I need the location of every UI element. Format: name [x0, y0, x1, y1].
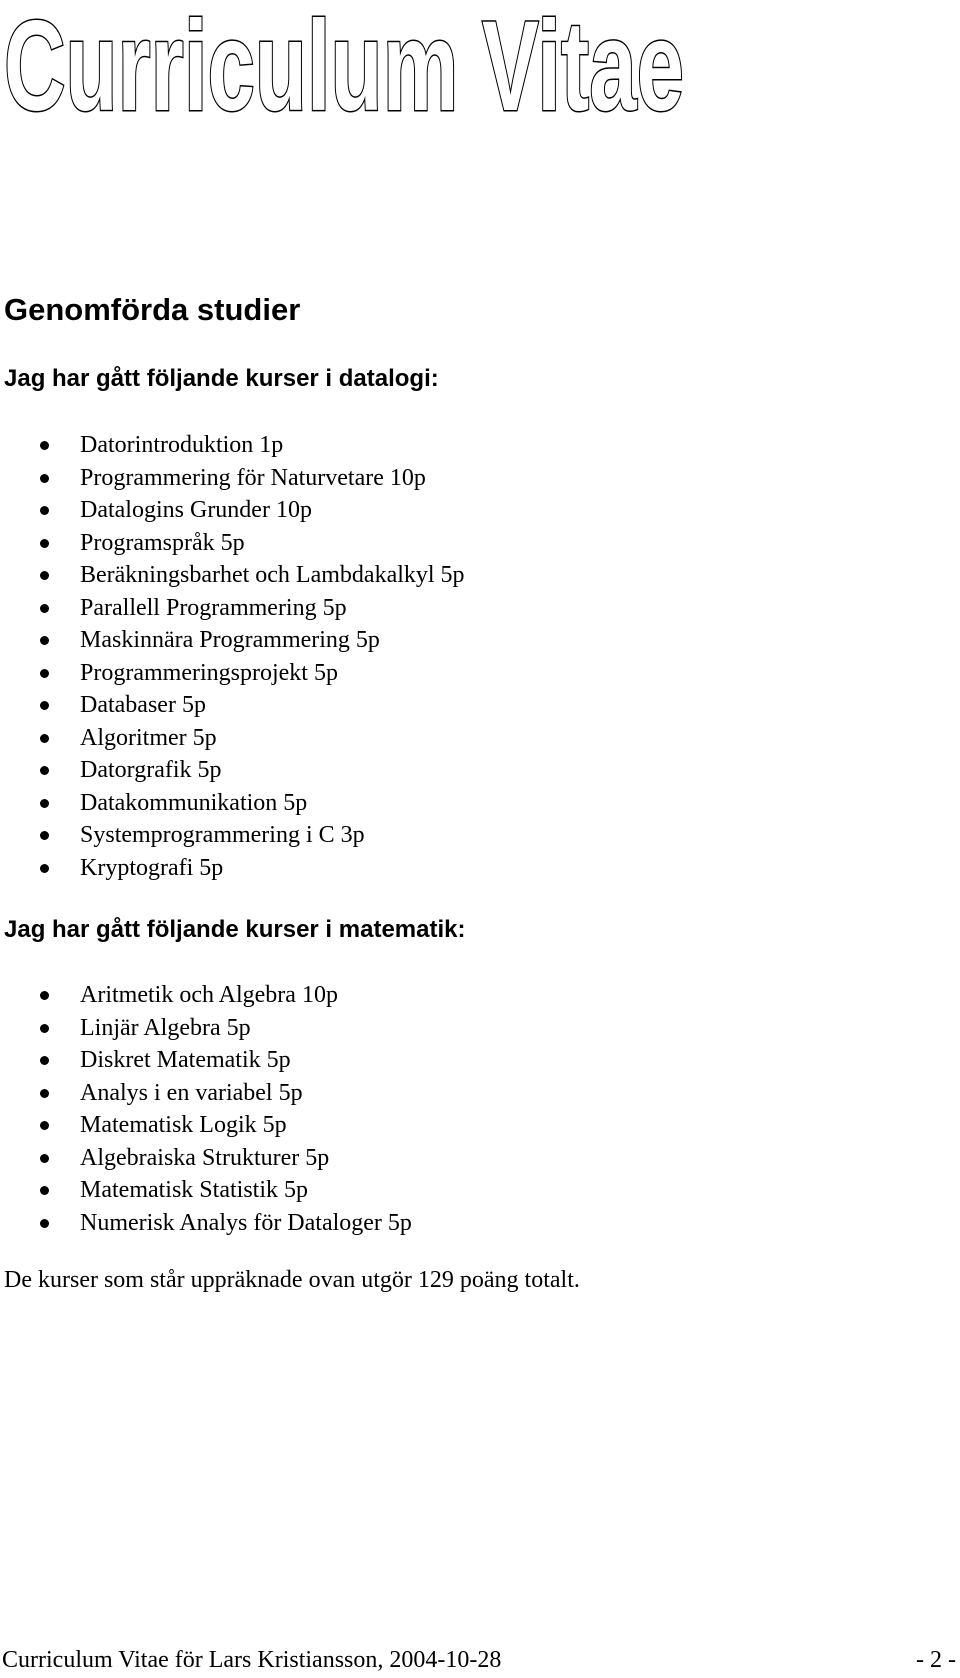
- matematik-course-list: [0, 979, 412, 1239]
- bullet-icon: [40, 441, 49, 450]
- list-item: [0, 559, 465, 592]
- list-item: [0, 1207, 412, 1240]
- bullet-icon: [40, 669, 49, 678]
- bullet-icon: [40, 1024, 49, 1033]
- course-name: Datorgrafik 5p: [80, 757, 222, 783]
- list-item: [0, 494, 465, 527]
- course-name: Parallell Programmering 5p: [80, 594, 347, 621]
- bullet-icon: [40, 734, 49, 743]
- list-item: [0, 1012, 412, 1045]
- bullet-icon: [40, 1154, 49, 1163]
- list-item: [0, 429, 465, 462]
- bullet-icon: [40, 506, 49, 515]
- course-name: Linjär Algebra 5p: [80, 1014, 251, 1041]
- bullet-icon: [40, 766, 49, 775]
- page-number: - 2 -: [916, 1647, 956, 1673]
- list-item: [0, 1174, 412, 1207]
- course-name: Algebraiska Strukturer 5p: [80, 1144, 330, 1171]
- bullet-icon: [40, 701, 49, 710]
- list-item: [0, 1044, 412, 1077]
- course-name: Datakommunikation 5p: [80, 789, 308, 816]
- list-item: [0, 852, 465, 885]
- section-title: Genomförda studier: [4, 292, 301, 327]
- course-name: Programmering för Naturvetare 10p: [80, 464, 426, 491]
- list-item: [0, 1077, 412, 1110]
- bullet-icon: [40, 1186, 49, 1195]
- course-name: Databaser 5p: [80, 692, 206, 718]
- bullet-icon: [40, 864, 49, 873]
- bullet-icon: [40, 539, 49, 548]
- bullet-icon: [40, 1056, 49, 1065]
- course-name: Datorintroduktion 1p: [80, 432, 284, 458]
- list-item: [0, 624, 465, 657]
- list-item: [0, 462, 465, 495]
- list-item: [0, 592, 465, 625]
- list-item: [0, 689, 465, 722]
- bullet-icon: [40, 1089, 49, 1098]
- course-name: Diskret Matematik 5p: [80, 1047, 291, 1073]
- list-item: [0, 787, 465, 820]
- bullet-icon: [40, 831, 49, 840]
- bullet-icon: [40, 799, 49, 808]
- course-name: Matematisk Logik 5p: [80, 1112, 287, 1138]
- course-name: Kryptografi 5p: [80, 854, 224, 881]
- list-item: [0, 754, 465, 787]
- banner-title-text: Curriculum Vitae: [4, 0, 684, 138]
- list-item: [0, 1109, 412, 1142]
- course-name: Numerisk Analys för Dataloger 5p: [80, 1209, 412, 1236]
- datalogi-heading: Jag har gått följande kurser i datalogi:: [4, 365, 439, 392]
- list-item: [0, 819, 465, 852]
- datalogi-course-list: [0, 429, 465, 884]
- course-name: Analys i en variabel 5p: [80, 1079, 303, 1106]
- bullet-icon: [40, 604, 49, 613]
- list-item: [0, 527, 465, 560]
- bullet-icon: [40, 474, 49, 483]
- list-item: [0, 1142, 412, 1175]
- course-name: Algoritmer 5p: [80, 724, 217, 751]
- list-item: [0, 722, 465, 755]
- course-name: Maskinnära Programmering 5p: [80, 627, 380, 653]
- course-name: Matematisk Statistik 5p: [80, 1177, 308, 1203]
- footer-text: Curriculum Vitae för Lars Kristiansson, 2004-10-28: [2, 1647, 502, 1673]
- banner-title: [4, 0, 764, 138]
- bullet-icon: [40, 1121, 49, 1130]
- course-name: Programspråk 5p: [80, 529, 245, 556]
- bullet-icon: [40, 571, 49, 580]
- list-item: [0, 979, 412, 1012]
- course-name: Aritmetik och Algebra 10p: [80, 982, 338, 1008]
- matematik-heading: Jag har gått följande kurser i matematik:: [4, 916, 466, 943]
- course-name: Programmeringsprojekt 5p: [80, 659, 338, 686]
- course-name: Datalogins Grunder 10p: [80, 497, 312, 523]
- bullet-icon: [40, 1219, 49, 1228]
- course-name: Systemprogrammering i C 3p: [80, 822, 365, 848]
- bullet-icon: [40, 991, 49, 1000]
- course-name: Beräkningsbarhet och Lambdakalkyl 5p: [80, 562, 465, 588]
- list-item: [0, 657, 465, 690]
- summary-text: De kurser som står uppräknade ovan utgör 129 poäng totalt.: [4, 1267, 580, 1293]
- bullet-icon: [40, 636, 49, 645]
